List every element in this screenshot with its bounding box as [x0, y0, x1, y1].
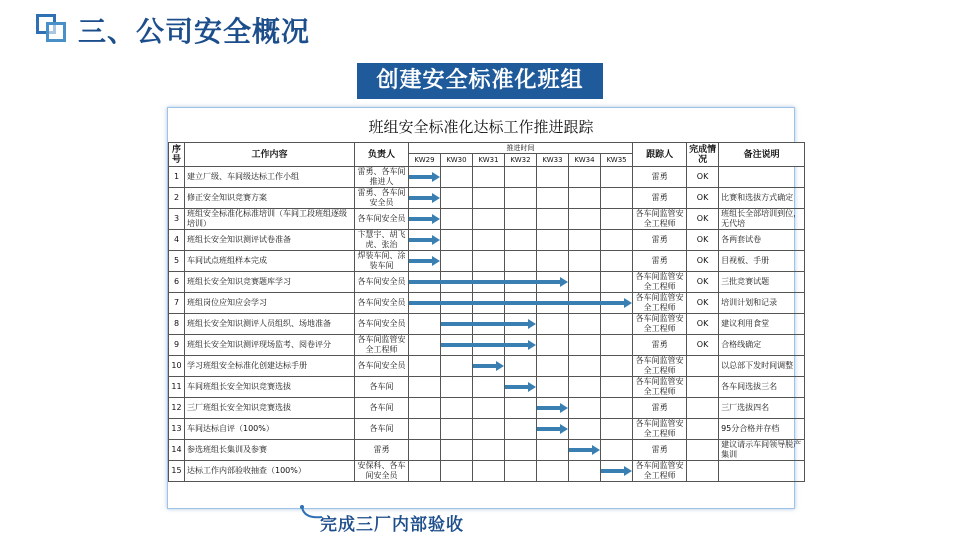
week-cell: [473, 419, 505, 440]
row-tracker: 雷勇: [633, 188, 687, 209]
week-cell: [505, 461, 537, 482]
row-note: 比赛和选拔方式确定: [719, 188, 805, 209]
week-cell: [601, 461, 633, 482]
row-seq: 13: [169, 419, 185, 440]
row-work: 三厂班组长安全知识竞赛选拔: [185, 398, 355, 419]
header-done: 完成情况: [687, 143, 719, 167]
row-tracker: 雷勇: [633, 335, 687, 356]
table-title: 班组安全标准化达标工作推进跟踪: [368, 118, 594, 136]
week-cell: [569, 335, 601, 356]
row-work: 班组长安全知识测评现场监考、阅卷评分: [185, 335, 355, 356]
week-cell: [569, 314, 601, 335]
week-cell: [601, 251, 633, 272]
week-cell: [569, 188, 601, 209]
week-cell: [537, 377, 569, 398]
week-cell: [537, 356, 569, 377]
header-owner: 负责人: [355, 143, 409, 167]
row-note: 目视板、手册: [719, 251, 805, 272]
row-owner: 各车间安全员: [355, 356, 409, 377]
row-note: 班组长全部培训到位，无代培: [719, 209, 805, 230]
header-seq: 序号: [169, 143, 185, 167]
week-cell: [409, 419, 441, 440]
row-work: 班组长安全知识竞赛题库学习: [185, 272, 355, 293]
week-header: KW34: [569, 154, 601, 167]
week-cell: [409, 335, 441, 356]
week-cell: [473, 335, 505, 356]
week-cell: [569, 272, 601, 293]
row-owner: 各车间监管安全工程师: [355, 335, 409, 356]
week-cell: [601, 440, 633, 461]
row-work: 车间达标自评（100%）: [185, 419, 355, 440]
week-cell: [409, 293, 441, 314]
week-cell: [441, 251, 473, 272]
week-cell: [601, 188, 633, 209]
row-seq: 15: [169, 461, 185, 482]
row-note: [719, 461, 805, 482]
week-cell: [505, 314, 537, 335]
row-owner: 安保科、各车间安全员: [355, 461, 409, 482]
table-row: [169, 461, 805, 482]
week-cell: [473, 377, 505, 398]
row-work: 班组长安全知识测评试卷准备: [185, 230, 355, 251]
week-cell: [569, 377, 601, 398]
week-cell: [441, 398, 473, 419]
week-cell: [441, 209, 473, 230]
row-done: OK: [687, 167, 719, 188]
week-cell: [473, 398, 505, 419]
row-done: OK: [687, 314, 719, 335]
row-tracker: 各车间监管安全工程师: [633, 461, 687, 482]
row-seq: 7: [169, 293, 185, 314]
row-tracker: 雷勇: [633, 398, 687, 419]
row-done: [687, 461, 719, 482]
week-cell: [473, 440, 505, 461]
week-header: KW33: [537, 154, 569, 167]
week-header: KW31: [473, 154, 505, 167]
row-note: 各车间选拔三名: [719, 377, 805, 398]
header-tracker: 跟踪人: [633, 143, 687, 167]
row-seq: 14: [169, 440, 185, 461]
header-time: 推进时间: [409, 143, 633, 154]
row-tracker: 各车间监管安全工程师: [633, 377, 687, 398]
row-note: [719, 167, 805, 188]
progress-arrow: [473, 364, 497, 368]
week-cell: [441, 335, 473, 356]
row-seq: 12: [169, 398, 185, 419]
header-notes: 备注说明: [719, 143, 805, 167]
row-tracker: 各车间监管安全工程师: [633, 209, 687, 230]
row-owner: 卞慧宇、胡飞虎、张治: [355, 230, 409, 251]
row-seq: 1: [169, 167, 185, 188]
week-cell: [569, 398, 601, 419]
week-cell: [505, 209, 537, 230]
week-cell: [505, 251, 537, 272]
week-cell: [537, 293, 569, 314]
week-cell: [537, 461, 569, 482]
row-tracker: 雷勇: [633, 251, 687, 272]
week-cell: [409, 356, 441, 377]
row-done: OK: [687, 293, 719, 314]
table-row: [169, 335, 805, 356]
week-cell: [441, 167, 473, 188]
tracking-sheet: [167, 107, 802, 509]
row-tracker: 各车间监管安全工程师: [633, 272, 687, 293]
row-done: OK: [687, 209, 719, 230]
row-owner: 各车间安全员: [355, 314, 409, 335]
week-cell: [537, 335, 569, 356]
week-cell: [409, 230, 441, 251]
table-row: [169, 356, 805, 377]
table-row: [169, 209, 805, 230]
week-cell: [505, 440, 537, 461]
page-title: 三、公司安全概况: [78, 15, 311, 48]
week-cell: [441, 461, 473, 482]
table-row: [169, 377, 805, 398]
week-cell: [537, 440, 569, 461]
week-cell: [505, 419, 537, 440]
week-cell: [505, 335, 537, 356]
row-tracker: 各车间监管安全工程师: [633, 314, 687, 335]
row-seq: 3: [169, 209, 185, 230]
week-cell: [473, 461, 505, 482]
row-done: [687, 377, 719, 398]
row-work: 车间试点班组样本完成: [185, 251, 355, 272]
section-banner: 创建安全标准化班组: [357, 63, 603, 99]
week-cell: [409, 377, 441, 398]
row-work: 班组岗位应知应会学习: [185, 293, 355, 314]
week-cell: [537, 188, 569, 209]
table-row: [169, 251, 805, 272]
week-cell: [601, 398, 633, 419]
week-cell: [505, 230, 537, 251]
row-owner: 雷勇、各车间推进人: [355, 167, 409, 188]
week-header: KW29: [409, 154, 441, 167]
row-tracker: 各车间监管安全工程师: [633, 293, 687, 314]
week-cell: [601, 272, 633, 293]
table-row: [169, 188, 805, 209]
row-done: OK: [687, 251, 719, 272]
row-owner: 各车间: [355, 377, 409, 398]
table-row: [169, 293, 805, 314]
week-cell: [409, 251, 441, 272]
week-cell: [569, 209, 601, 230]
header: [0, 0, 960, 60]
row-owner: 各车间安全员: [355, 293, 409, 314]
week-cell: [441, 377, 473, 398]
progress-arrow: [505, 385, 529, 389]
row-seq: 6: [169, 272, 185, 293]
row-tracker: 各车间监管安全工程师: [633, 356, 687, 377]
week-cell: [409, 272, 441, 293]
week-cell: [569, 293, 601, 314]
header-work: 工作内容: [185, 143, 355, 167]
week-cell: [409, 398, 441, 419]
week-cell: [569, 230, 601, 251]
week-cell: [601, 230, 633, 251]
table-row: [169, 314, 805, 335]
row-work: 参选班组长集训及参赛: [185, 440, 355, 461]
week-cell: [569, 167, 601, 188]
week-cell: [473, 188, 505, 209]
week-cell: [473, 251, 505, 272]
week-cell: [473, 356, 505, 377]
week-cell: [473, 272, 505, 293]
row-done: OK: [687, 335, 719, 356]
week-cell: [601, 314, 633, 335]
row-work: 修正安全知识竞赛方案: [185, 188, 355, 209]
week-cell: [441, 188, 473, 209]
week-cell: [601, 167, 633, 188]
row-owner: 雷勇: [355, 440, 409, 461]
table-row: [169, 272, 805, 293]
gantt-table: [168, 142, 805, 482]
week-cell: [409, 440, 441, 461]
row-done: [687, 356, 719, 377]
week-cell: [601, 335, 633, 356]
progress-arrow: [569, 448, 593, 452]
week-cell: [601, 293, 633, 314]
week-cell: [569, 461, 601, 482]
row-seq: 5: [169, 251, 185, 272]
table-row: [169, 440, 805, 461]
week-cell: [505, 377, 537, 398]
row-work: 班组安全标准化标准培训（车间工段班组逐级培训）: [185, 209, 355, 230]
row-seq: 10: [169, 356, 185, 377]
row-done: [687, 440, 719, 461]
week-cell: [505, 167, 537, 188]
row-note: 合格线确定: [719, 335, 805, 356]
row-seq: 4: [169, 230, 185, 251]
week-cell: [473, 230, 505, 251]
week-cell: [537, 419, 569, 440]
week-cell: [505, 293, 537, 314]
row-done: [687, 398, 719, 419]
row-seq: 11: [169, 377, 185, 398]
week-cell: [537, 314, 569, 335]
row-work: 达标工作内部验收抽查（100%）: [185, 461, 355, 482]
week-cell: [505, 188, 537, 209]
progress-arrow: [409, 196, 433, 200]
row-owner: 各车间安全员: [355, 209, 409, 230]
week-cell: [409, 461, 441, 482]
week-cell: [569, 419, 601, 440]
table-row: [169, 230, 805, 251]
row-done: OK: [687, 188, 719, 209]
row-note: 建议请示车间领导脱产集训: [719, 440, 805, 461]
progress-arrow: [409, 175, 433, 179]
week-cell: [409, 314, 441, 335]
row-owner: 各车间: [355, 398, 409, 419]
week-header: KW30: [441, 154, 473, 167]
row-work: 建立厂级、车间级达标工作小组: [185, 167, 355, 188]
week-cell: [473, 293, 505, 314]
logo-squares-icon: [36, 14, 68, 44]
week-cell: [441, 230, 473, 251]
row-note: 培训计划和记录: [719, 293, 805, 314]
week-header: KW35: [601, 154, 633, 167]
progress-arrow: [409, 259, 433, 263]
row-owner: 各车间安全员: [355, 272, 409, 293]
row-note: 三厂选拔四名: [719, 398, 805, 419]
week-cell: [409, 188, 441, 209]
progress-arrow: [537, 406, 561, 410]
week-cell: [537, 209, 569, 230]
row-seq: 9: [169, 335, 185, 356]
table-row: [169, 398, 805, 419]
row-seq: 8: [169, 314, 185, 335]
week-cell: [601, 377, 633, 398]
week-cell: [569, 251, 601, 272]
row-tracker: 各车间监管安全工程师: [633, 419, 687, 440]
week-cell: [473, 167, 505, 188]
row-note: 各两套试卷: [719, 230, 805, 251]
week-cell: [537, 167, 569, 188]
progress-arrow: [601, 469, 625, 473]
week-cell: [441, 314, 473, 335]
progress-arrow: [409, 217, 433, 221]
row-seq: 2: [169, 188, 185, 209]
row-done: OK: [687, 230, 719, 251]
week-cell: [441, 419, 473, 440]
row-note: 建议利用食堂: [719, 314, 805, 335]
week-cell: [601, 209, 633, 230]
week-cell: [601, 356, 633, 377]
row-work: 学习班组安全标准化创建达标手册: [185, 356, 355, 377]
week-cell: [569, 356, 601, 377]
week-cell: [601, 419, 633, 440]
row-tracker: 雷勇: [633, 167, 687, 188]
week-cell: [569, 440, 601, 461]
week-cell: [537, 272, 569, 293]
row-done: OK: [687, 272, 719, 293]
row-owner: 雷勇、各车间安全员: [355, 188, 409, 209]
footer-note: 完成三厂内部验收: [320, 515, 464, 535]
week-cell: [505, 272, 537, 293]
row-done: [687, 419, 719, 440]
week-cell: [409, 209, 441, 230]
table-row: [169, 419, 805, 440]
week-cell: [537, 230, 569, 251]
row-owner: 焊装车间、涂装车间: [355, 251, 409, 272]
table-row: [169, 167, 805, 188]
row-note: 以总部下发时间调整: [719, 356, 805, 377]
row-tracker: 雷勇: [633, 440, 687, 461]
week-cell: [441, 440, 473, 461]
week-cell: [441, 293, 473, 314]
week-header: KW32: [505, 154, 537, 167]
row-owner: 各车间: [355, 419, 409, 440]
week-cell: [505, 398, 537, 419]
row-work: 车间班组长安全知识竞赛选拔: [185, 377, 355, 398]
row-note: 95分合格并存档: [719, 419, 805, 440]
row-tracker: 雷勇: [633, 230, 687, 251]
week-cell: [505, 356, 537, 377]
week-cell: [441, 356, 473, 377]
row-note: 三批竞赛试题: [719, 272, 805, 293]
week-cell: [409, 167, 441, 188]
week-cell: [537, 251, 569, 272]
progress-arrow: [409, 238, 433, 242]
week-cell: [473, 209, 505, 230]
week-cell: [473, 314, 505, 335]
row-work: 班组长安全知识测评人员组织、场地准备: [185, 314, 355, 335]
week-cell: [441, 272, 473, 293]
week-cell: [537, 398, 569, 419]
progress-arrow: [537, 427, 561, 431]
